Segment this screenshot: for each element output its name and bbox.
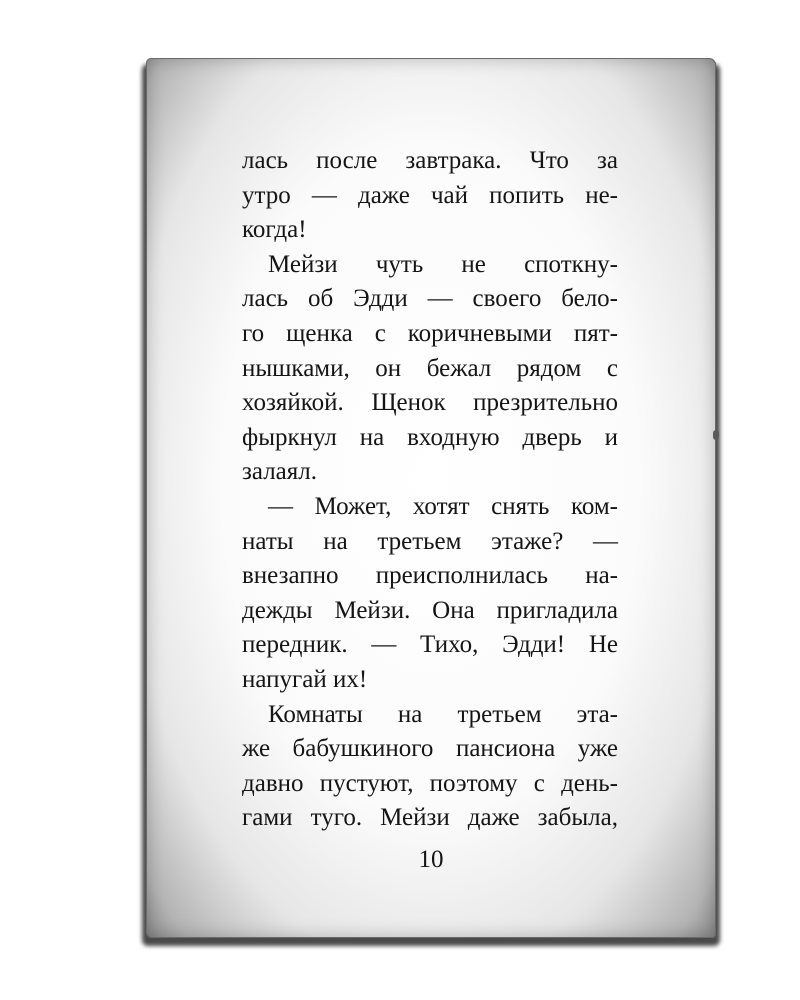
text-line: хозяйкой. Щенок презрительно xyxy=(242,389,618,417)
text-line: нышками, он бежал рядом с xyxy=(242,354,618,382)
text-line: го щенка с коричневыми пят- xyxy=(242,319,618,347)
text-line: Мейзи чуть не споткну- xyxy=(268,250,618,278)
text-line: наты на третьем этаже? — xyxy=(242,527,618,555)
text-line: Комнаты на третьем эта- xyxy=(268,700,618,728)
text-line: же бабушкиного пансиона уже xyxy=(242,735,618,763)
text-line: дежды Мейзи. Она пригладила xyxy=(242,596,618,624)
text-line: фыркнул на входную дверь и xyxy=(242,423,618,451)
text-line: — Может, хотят снять ком- xyxy=(268,492,618,520)
book-page xyxy=(146,58,716,938)
text-line: лась после завтрака. Что за xyxy=(242,147,618,174)
page-number: 10 xyxy=(418,846,444,873)
text-line: залаял. xyxy=(242,458,317,486)
text-line: передник. — Тихо, Эдди! Не xyxy=(242,631,618,659)
text-line: гами туго. Мейзи даже забыла, xyxy=(242,804,618,832)
page-edge-mark xyxy=(713,430,719,440)
text-line: лась об Эдди — своего бело- xyxy=(242,285,618,313)
text-line: внезапно преисполнилась на- xyxy=(242,562,618,590)
text-line: когда! xyxy=(242,216,307,244)
text-line: утро — даже чай попить не- xyxy=(242,181,618,209)
text-line: напугай их! xyxy=(242,665,368,693)
page-body-text xyxy=(242,144,618,836)
text-line: давно пустуют, поэтому с день- xyxy=(242,769,618,797)
